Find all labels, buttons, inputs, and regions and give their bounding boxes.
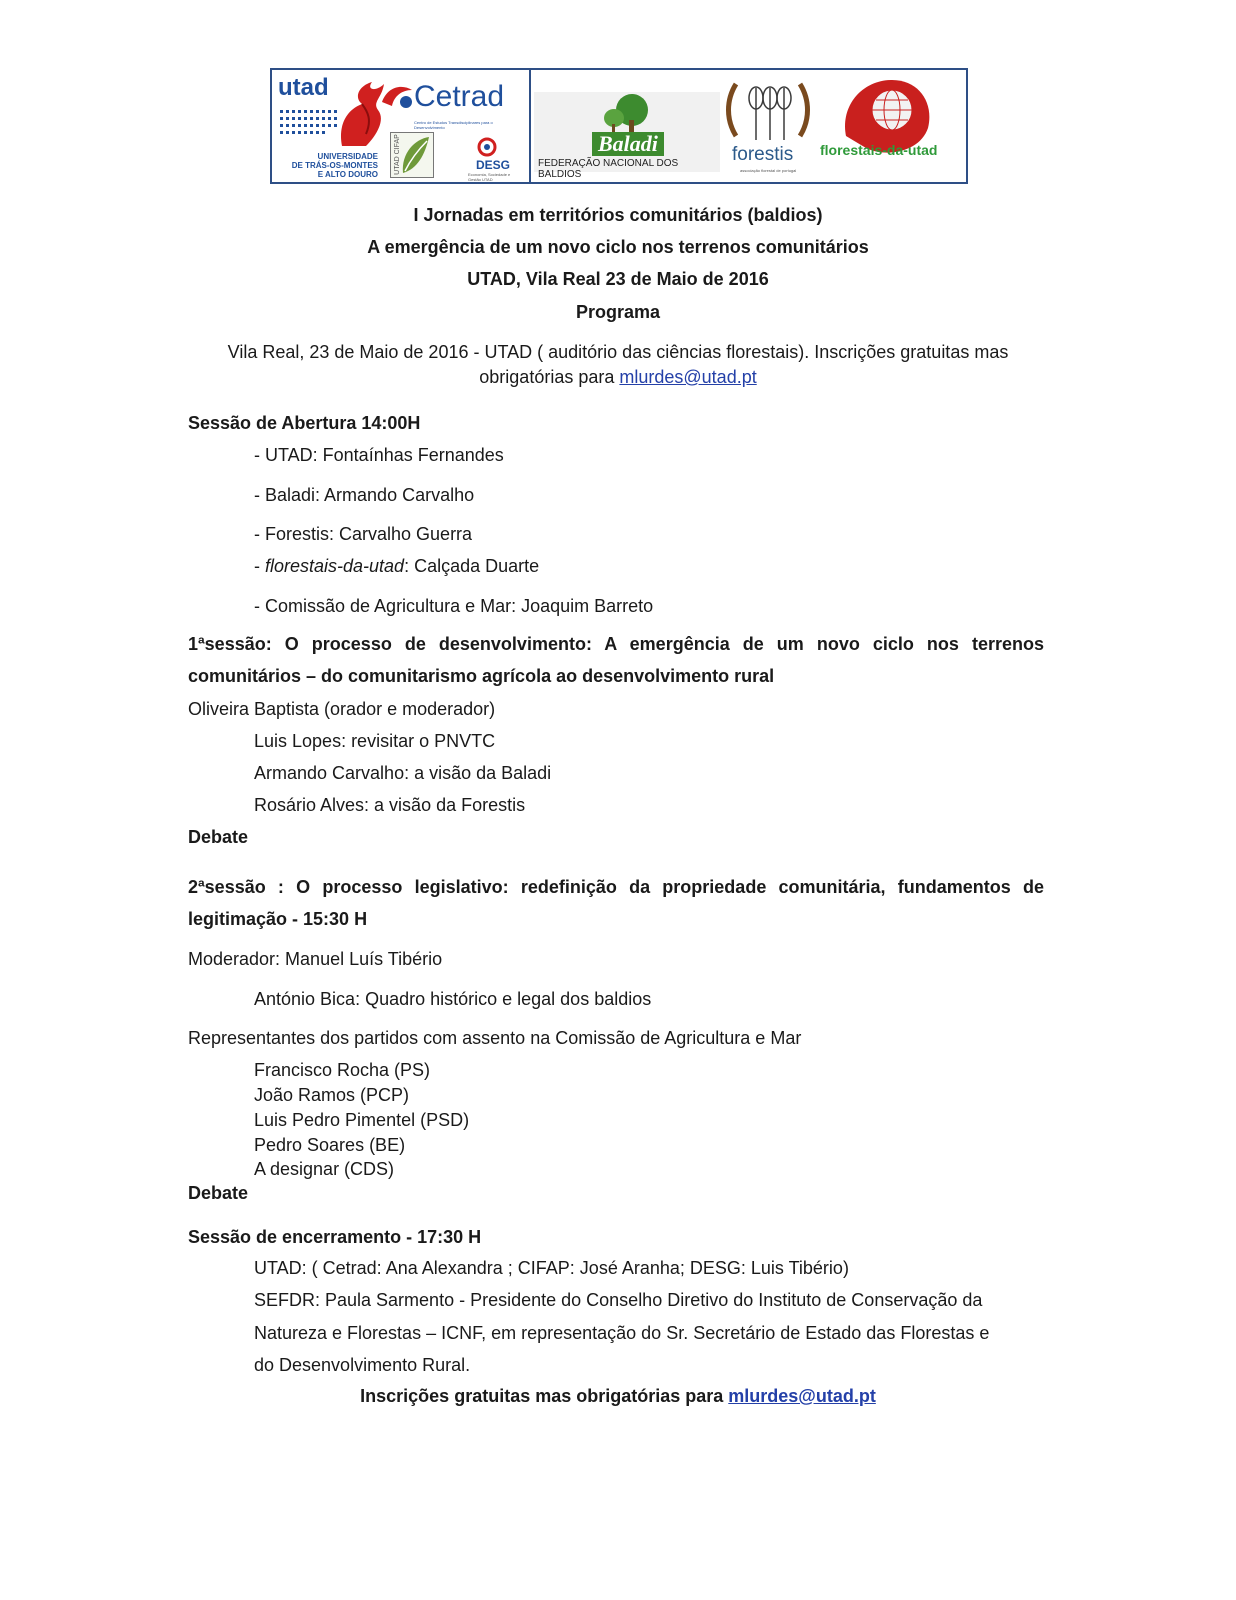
sessao1-heading-line-2: comunitários – do comunitarismo agrícola ao desenvolvimento rural <box>188 666 775 686</box>
desg-subtitle: Economia, Sociedade e Gestão UTAD <box>468 172 511 182</box>
sessao1-heading-line-1: 1ªsessão: O processo de desenvolvimento: A emergência de um novo ciclo nos terrenos <box>188 634 1044 654</box>
encerramento-heading: Sessão de encerramento - 17:30 H <box>188 1227 482 1247</box>
abertura-item-florestais-rest: : Calçada Duarte <box>404 556 540 576</box>
cifap-label: UTAD CIFAP <box>393 134 401 175</box>
abertura-heading: Sessão de Abertura 14:00H <box>188 413 421 433</box>
cetrad-logo <box>380 76 526 180</box>
sessao2-moderator: Moderador: Manuel Luís Tibério <box>188 949 443 969</box>
sessao1-debate: Debate <box>188 827 249 847</box>
abertura-item-florestais-dash: - <box>254 556 265 576</box>
intro-line-2 <box>0 367 1236 388</box>
abertura-item-comissao: - Comissão de Agricultura e Mar: Joaquim Barreto <box>254 596 654 616</box>
footer-registration <box>0 1386 1236 1407</box>
florestais-wordmark: florestais-da-utad <box>820 142 938 158</box>
sessao1-talk-3: Rosário Alves: a visão da Forestis <box>254 795 526 815</box>
sessao2-heading-line-1: 2ªsessão : O processo legislativo: redefinição da propriedade comunitária, fundamentos de <box>188 877 1044 897</box>
sessao2-debate: Debate <box>188 1183 249 1203</box>
sessao1-moderator: Oliveira Baptista (orador e moderador) <box>188 699 496 719</box>
encerramento-utad: UTAD: ( Cetrad: Ana Alexandra ; CIFAP: José Aranha; DESG: Luis Tibério) <box>254 1258 849 1278</box>
cetrad-wordmark: Cetrad <box>414 80 505 113</box>
cifap-logo <box>390 132 434 178</box>
title-line-1: I Jornadas em territórios comunitários (baldios) <box>413 205 823 225</box>
intro-line-1: Vila Real, 23 de Maio de 2016 - UTAD ( auditório das ciências florestais). Inscrições gratuitas mas <box>227 342 1009 362</box>
forestis-subtitle: associação florestal de portugal <box>740 168 797 173</box>
forestis-logo <box>726 76 810 180</box>
utad-wordmark: utad <box>278 74 329 101</box>
desg-logo <box>468 136 524 182</box>
sessao2-representatives-label: Representantes dos partidos com assento na Comissão de Agricultura e Mar <box>188 1028 802 1048</box>
footer-email-link[interactable]: mlurdes@utad.pt <box>728 1386 876 1406</box>
intro-line-2-text: obrigatórias para <box>479 367 620 387</box>
sessao2-rep-psd: Luis Pedro Pimentel (PSD) <box>254 1110 470 1130</box>
baladi-logo <box>534 92 720 180</box>
cetrad-swirl-icon <box>380 80 414 110</box>
logo-banner <box>270 68 968 184</box>
abertura-item-florestais <box>254 556 539 577</box>
title-line-2: A emergência de um novo ciclo nos terrenos comunitários <box>367 237 869 257</box>
utad-university-name: UNIVERSIDADE DE TRÁS-OS-MONTES E ALTO DOURO <box>291 152 378 179</box>
utad-logo <box>276 74 386 178</box>
sessao2-talk: António Bica: Quadro histórico e legal dos baldios <box>254 989 652 1009</box>
cetrad-subtitle: Centro de Estudos Transdisciplinares para o Desenvolvimento <box>414 120 493 130</box>
baladi-wordmark: Baladi <box>592 132 664 156</box>
baladi-subtitle: FEDERAÇÃO NACIONAL DOS BALDIOS <box>538 158 679 180</box>
footer-registration-text: Inscrições gratuitas mas obrigatórias para <box>360 1386 729 1406</box>
sessao2-heading-line-2: legitimação - 15:30 H <box>188 909 368 929</box>
encerramento-sefdr-line-3: do Desenvolvimento Rural. <box>254 1355 471 1375</box>
banner-divider <box>529 70 531 182</box>
encerramento-sefdr-line-1: SEFDR: Paula Sarmento - Presidente do Conselho Diretivo do Instituto de Conservação da <box>254 1290 983 1310</box>
intro-email-link[interactable]: mlurdes@utad.pt <box>619 367 757 387</box>
sessao1-talk-2: Armando Carvalho: a visão da Baladi <box>254 763 552 783</box>
forestis-trees-icon <box>726 76 810 144</box>
sessao2-rep-cds: A designar (CDS) <box>254 1159 395 1179</box>
forestis-wordmark: forestis <box>732 144 794 165</box>
encerramento-sefdr-line-2: Natureza e Florestas – ICNF, em representação do Sr. Secretário de Estado das Florestas e <box>254 1323 990 1343</box>
sessao1-talk-1: Luis Lopes: revisitar o PNVTC <box>254 731 496 751</box>
florestais-logo <box>818 76 958 180</box>
sessao2-rep-ps: Francisco Rocha (PS) <box>254 1060 431 1080</box>
sessao2-rep-be: Pedro Soares (BE) <box>254 1135 406 1155</box>
title-programa: Programa <box>575 302 661 322</box>
abertura-item-florestais-name: florestais-da-utad <box>265 556 405 576</box>
title-line-3: UTAD, Vila Real 23 de Maio de 2016 <box>467 269 769 289</box>
desg-emblem-icon <box>476 136 498 158</box>
abertura-item-forestis: - Forestis: Carvalho Guerra <box>254 524 473 544</box>
desg-wordmark: DESG <box>476 158 511 172</box>
abertura-item-baladi: - Baladi: Armando Carvalho <box>254 485 475 505</box>
abertura-item-utad: - UTAD: Fontaínhas Fernandes <box>254 445 504 465</box>
sessao2-rep-pcp: João Ramos (PCP) <box>254 1085 410 1105</box>
